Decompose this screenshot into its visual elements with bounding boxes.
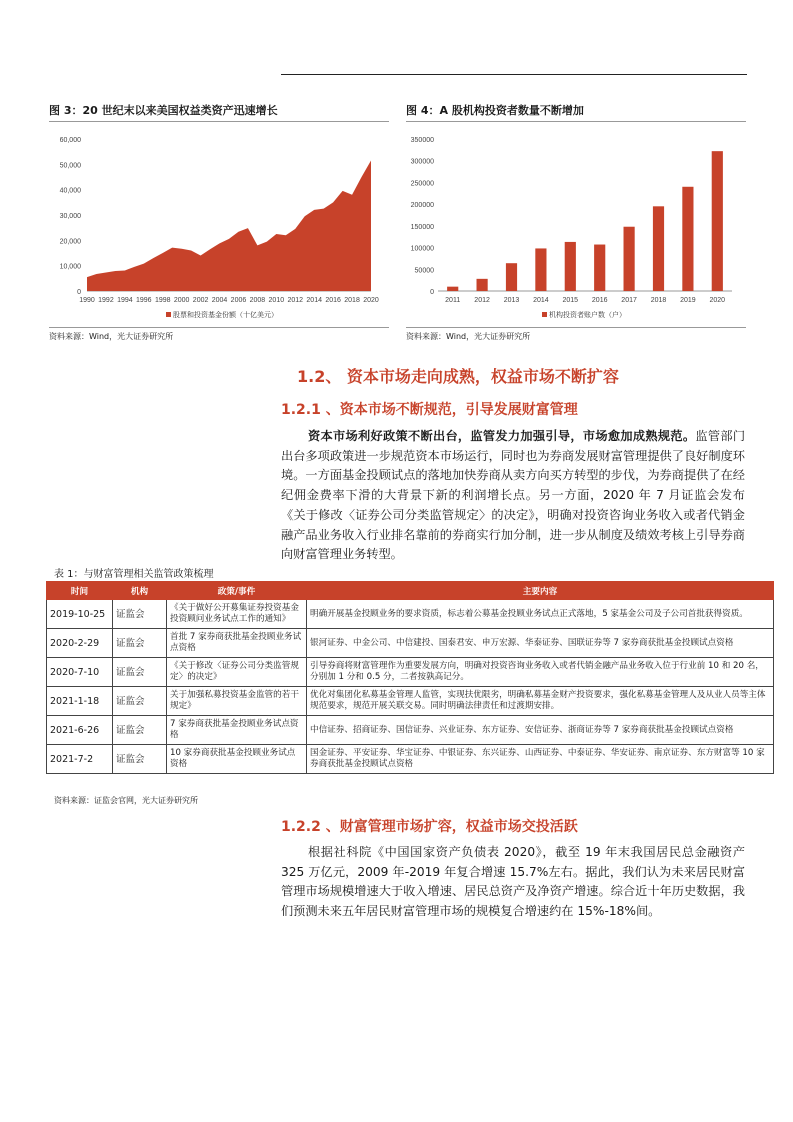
- y-tick-label: 100000: [410, 245, 434, 253]
- subsection-heading-1-2-1: 1.2.1 、资本市场不断规范，引导发展财富管理: [281, 402, 578, 418]
- cell-agency: 证监会: [113, 745, 167, 774]
- y-tick-label: 50000: [414, 267, 434, 275]
- column-header-policy: 政策/事件: [167, 582, 307, 600]
- cell-policy: 关于加强私募投资基金监管的若干规定》: [167, 687, 307, 716]
- bar-2020: [712, 151, 723, 291]
- section-heading-1-2: 1.2、 资本市场走向成熟，权益市场不断扩容: [297, 367, 619, 386]
- table-caption: 表 1：与财富管理相关监管政策梳理: [54, 569, 214, 580]
- x-tick-label: 1994: [117, 297, 133, 304]
- figure4-bar-chart: [406, 125, 746, 325]
- cell-content: 优化对集团化私募基金管理人监管，实现扶优限劣，明确私募基金财产投资要求，强化私募基金管理人及从业人员等主体规范要求，规范开展关联交易。同时明确法律责任和过渡期安排。: [307, 687, 774, 716]
- x-tick-label: 2002: [192, 297, 209, 304]
- cell-date: 2019-10-25: [47, 600, 113, 629]
- y-tick-label: 200000: [410, 202, 434, 210]
- x-tick-label: 2016: [325, 297, 341, 304]
- x-tick-label: 2010: [268, 297, 285, 304]
- x-tick-label: 2004: [211, 297, 228, 304]
- figure3-source: 资料来源：Wind，光大证券研究所: [49, 332, 174, 341]
- figure4-rule: [406, 121, 746, 122]
- figure3-area-chart: [49, 125, 389, 325]
- cell-date: 2020-7-10: [47, 658, 113, 687]
- x-tick-label: 2016: [591, 297, 608, 304]
- bar-2017: [624, 227, 635, 291]
- cell-content: 明确开展基金投顾业务的要求资质，标志着公募基金投顾业务试点正式落地，5 家基金公司及子公司首批获得资质。: [307, 600, 774, 629]
- paragraph-body: 监管部门出台多项政策进一步规范资本市场运行，同时也为券商发展财富管理提供了良好制度环境。一方面基金投顾试点的落地加快券商从卖方向买方转型的步伐，为券商提供了在经纪佣金费率下滑的大背景下新的利润增长点。另一方面，2020 年 7 月证监会发布《关于修改〈证券公司分类监管规定〉的决定》，明确对投资咨询业务收入或者代销金融产品业务收入行业排名靠前的券商实行加分制，进一步从制度及绩效考核上引导券商向财富管理业务转型。: [281, 429, 746, 562]
- cell-date: 2021-7-2: [47, 745, 113, 774]
- table-row: [47, 658, 774, 687]
- cell-agency: 证监会: [113, 716, 167, 745]
- table-source: 资料来源：证监会官网，光大证券研究所: [54, 796, 198, 805]
- x-tick-label: 2012: [474, 297, 490, 304]
- cell-agency: 证监会: [113, 600, 167, 629]
- bar-2019: [682, 187, 693, 291]
- y-tick-label: 60,000: [59, 137, 81, 144]
- table-row: [47, 629, 774, 658]
- x-tick-label: 2014: [306, 297, 322, 304]
- x-tick-label: 2018: [344, 297, 360, 304]
- table-header-row: [47, 582, 774, 600]
- x-tick-label: 2008: [249, 297, 266, 304]
- figure3-rule: [49, 121, 389, 122]
- y-tick-label: 30,000: [59, 213, 81, 220]
- x-tick-label: 1996: [136, 297, 152, 304]
- x-tick-label: 1992: [98, 297, 114, 304]
- cell-policy: 《关于做好公开募集证券投资基金投资顾问业务试点工作的通知》: [167, 600, 307, 629]
- area-series-equity-assets: [87, 161, 371, 291]
- policy-table: [46, 581, 774, 774]
- bar-2018: [653, 206, 664, 291]
- x-tick-label: 2000: [173, 297, 190, 304]
- cell-policy: 10 家券商获批基金投顾业务试点资格: [167, 745, 307, 774]
- x-tick-label: 2013: [503, 297, 520, 304]
- paragraph-regulation: [281, 427, 745, 565]
- table-row: [47, 687, 774, 716]
- x-tick-label: 2020: [709, 297, 726, 304]
- column-header-agency: 机构: [113, 582, 167, 600]
- y-tick-label: 350000: [410, 137, 434, 144]
- x-tick-label: 2017: [621, 297, 637, 304]
- bar-2011: [447, 287, 458, 291]
- figure4-bottom-rule: [406, 327, 746, 328]
- figure4-title: 图 4：A 股机构投资者数量不断增加: [406, 104, 584, 117]
- x-tick-label: 2018: [650, 297, 667, 304]
- cell-policy: 《关于修改〈证券公司分类监管规定〉的决定》: [167, 658, 307, 687]
- cell-date: 2020-2-29: [47, 629, 113, 658]
- legend-label: 股票和投资基金份额（十亿美元）: [173, 312, 278, 319]
- x-tick-label: 2020: [363, 297, 379, 304]
- cell-content: 银河证券、中金公司、中信建投、国泰君安、申万宏源、华泰证券、国联证券等 7 家券商获批基金投顾试点资格: [307, 629, 774, 658]
- cell-agency: 证监会: [113, 629, 167, 658]
- header-rule: [281, 74, 747, 75]
- subsection-heading-1-2-2: 1.2.2 、财富管理市场扩容，权益市场交投活跃: [281, 819, 578, 835]
- cell-agency: 证监会: [113, 658, 167, 687]
- bar-2013: [506, 263, 517, 291]
- y-tick-label: 50,000: [59, 162, 81, 170]
- cell-agency: 证监会: [113, 687, 167, 716]
- y-tick-label: 0: [430, 289, 434, 296]
- x-tick-label: 2019: [680, 297, 696, 304]
- y-tick-label: 10,000: [59, 263, 81, 271]
- x-tick-label: 2015: [562, 297, 579, 304]
- x-tick-label: 1998: [154, 297, 171, 304]
- table-row: [47, 716, 774, 745]
- figure3-bottom-rule: [49, 327, 389, 328]
- cell-content: 中信证券、招商证券、国信证券、兴业证券、东方证券、安信证券、浙商证券等 7 家券商获批基金投顾试点资格: [307, 716, 774, 745]
- x-tick-label: 2012: [287, 297, 304, 304]
- figure4-source: 资料来源：Wind，光大证券研究所: [406, 332, 531, 341]
- cell-policy: 首批 7 家券商获批基金投顾业务试点资格: [167, 629, 307, 658]
- y-tick-label: 250000: [410, 180, 434, 188]
- legend-swatch: [166, 312, 171, 317]
- paragraph-wealth-market: 根据社科院《中国国家资产负债表 2020》，截至 19 年末我国居民总金融资产 325 万亿元，2009 年-2019 年复合增速 15.7%左右。据此，我们认为未来居民财富管理市场规模增速大于收入增速、居民总资产及净资产增速。综合近十年历史数据，我们预测未来五年居民财富管理市场的规模复合增速约在 15%-18%间。: [281, 845, 745, 919]
- x-tick-label: 2011: [445, 297, 461, 304]
- y-tick-label: 150000: [410, 223, 434, 231]
- figure3-title: 图 3：20 世纪末以来美国权益类资产迅速增长: [49, 104, 278, 117]
- y-tick-label: 40,000: [59, 187, 81, 195]
- paragraph-lead: 资本市场利好政策不断出台，监管发力加强引导，市场愈加成熟规范。: [308, 429, 696, 443]
- y-tick-label: 300000: [410, 158, 434, 166]
- x-tick-label: 2014: [533, 297, 549, 304]
- bar-2016: [594, 245, 605, 291]
- legend-swatch: [542, 312, 547, 317]
- legend-label: 机构投资者账户数（户）: [549, 312, 626, 319]
- y-tick-label: 20,000: [59, 238, 81, 246]
- table-row: [47, 745, 774, 774]
- x-tick-label: 1990: [79, 297, 95, 304]
- bar-2015: [565, 242, 576, 291]
- x-tick-label: 2006: [230, 297, 247, 304]
- cell-date: 2021-6-26: [47, 716, 113, 745]
- cell-policy: 7 家券商获批基金投顾业务试点资格: [167, 716, 307, 745]
- bar-2012: [477, 279, 488, 291]
- column-header-content: 主要内容: [307, 582, 774, 600]
- bar-2014: [535, 248, 546, 291]
- y-tick-label: 0: [77, 289, 81, 296]
- column-header-time: 时间: [47, 582, 113, 600]
- cell-content: 引导券商将财富管理作为重要发展方向，明确对投资咨询业务收入或者代销金融产品业务收入位于行业前 10 和 20 名，分别加 1 分和 0.5 分，二者按孰高记分。: [307, 658, 774, 687]
- cell-content: 国金证券、平安证券、华宝证券、中银证券、东兴证券、山西证券、中泰证券、华安证券、南京证券、东方财富等 10 家券商获批基金投顾试点资格: [307, 745, 774, 774]
- cell-date: 2021-1-18: [47, 687, 113, 716]
- table-row: [47, 600, 774, 629]
